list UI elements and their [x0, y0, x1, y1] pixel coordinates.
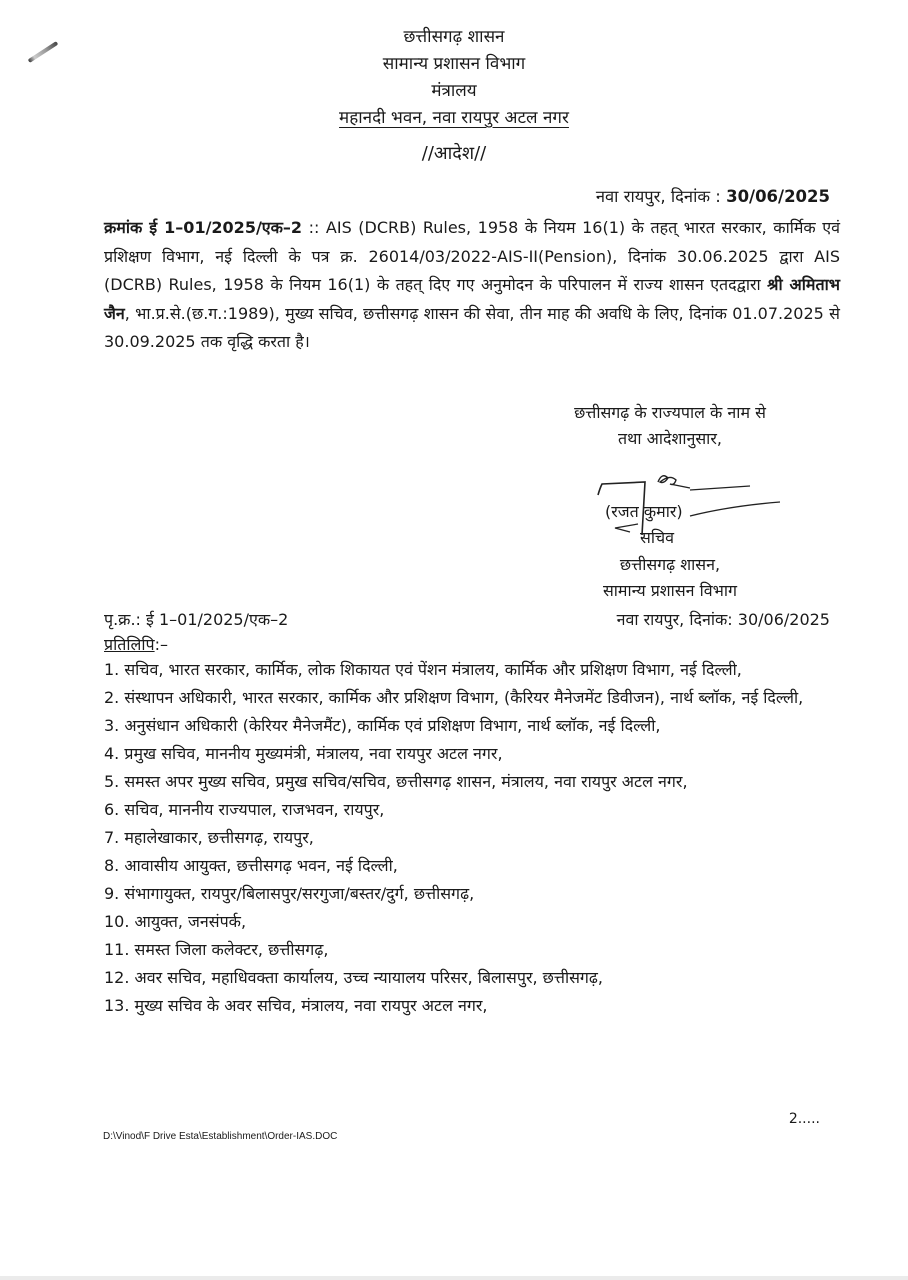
ministry-name: मंत्रालय	[431, 81, 477, 101]
list-item: 3. अनुसंधान अधिकारी (केरियर मैनेजमैंट), कार्मिक एवं प्रशिक्षण विभाग, नार्थ ब्लॉक, नई दिल्ली,	[104, 716, 661, 735]
page-bottom-edge	[0, 1276, 908, 1280]
page-continuation: 2.....	[788, 1111, 820, 1127]
file-path: D:\Vinod\F Drive Esta\Establishment\Order-IAS.DOC	[103, 1131, 338, 1142]
list-item: 7. महालेखाकार, छत्तीसगढ़, रायपुर,	[104, 828, 314, 847]
list-item: 5. समस्त अपर मुख्य सचिव, प्रमुख सचिव/सचिव, छत्तीसगढ़ शासन, मंत्रालय, नवा रायपुर अटल नगर,	[104, 772, 688, 791]
list-item: 9. संभागायुक्त, रायपुर/बिलासपुर/सरगुजा/बस्तर/दुर्ग, छत्तीसगढ़,	[104, 884, 475, 903]
signatory-name: (रजत कुमार)	[605, 502, 683, 521]
list-item: 8. आवासीय आयुक्त, छत्तीसगढ़ भवन, नई दिल्ली,	[104, 856, 398, 875]
letterhead	[0, 24, 908, 167]
dateline-date: 30/06/2025	[726, 187, 830, 206]
office-address: महानदी भवन, नवा रायपुर अटल नगर	[339, 108, 569, 128]
order-text-part1: :: AIS (DCRB) Rules, 1958 के नियम 16(1) के तहत् भारत सरकार, कार्मिक एवं प्रशिक्षण विभाग, नई दिल्ली के पत्र क्र. 26014/03/2022-AIS-II(Pension), दिनांक 30.06.2025 द्वारा AIS (DCRB) Rules, 1958 के नियम 16(1) के तहत् दिए गए अनुमोदन के परिपालन में राज्य शासन एतदद्वारा	[104, 218, 840, 294]
list-item: 12. अवर सचिव, महाधिवक्ता कार्यालय, उच्च न्यायालय परिसर, बिलासपुर, छत्तीसगढ़,	[104, 968, 604, 987]
list-item: 10. आयुक्त, जनसंपर्क,	[104, 912, 247, 931]
order-reference-number: क्रमांक ई 1–01/2025/एक–2	[104, 218, 303, 237]
order-body	[104, 214, 840, 357]
signatory-dept-line-1: छत्तीसगढ़ शासन,	[619, 555, 721, 574]
officer-name: श्री अमिताभ जैन	[104, 275, 840, 323]
signatory-dept-line-2: सामान्य प्रशासन विभाग	[602, 581, 738, 600]
signatory-department	[520, 552, 820, 604]
copy-to-suffix: :–	[154, 635, 168, 654]
order-title: //आदेश//	[421, 143, 487, 164]
authority-line-2: तथा आदेशानुसार,	[618, 429, 722, 448]
authority-line-1: छत्तीसगढ़ के राज्यपाल के नाम से	[574, 403, 766, 422]
list-item: 2. संस्थापन अधिकारी, भारत सरकार, कार्मिक और प्रशिक्षण विभाग, (कैरियर मैनेजमेंट डिवीजन), नार्थ ब्लॉक, नई दिल्ली,	[104, 688, 804, 707]
list-item: 4. प्रमुख सचिव, माननीय मुख्यमंत्री, मंत्रालय, नवा रायपुर अटल नगर,	[104, 744, 503, 763]
govt-name: छत्तीसगढ़ शासन	[403, 27, 505, 47]
endorsement-reference: पृ.क्र.: ई 1–01/2025/एक–2	[104, 610, 289, 629]
list-item: 11. समस्त जिला कलेक्टर, छत्तीसगढ़,	[104, 940, 329, 959]
list-item: 13. मुख्य सचिव के अवर सचिव, मंत्रालय, नवा रायपुर अटल नगर,	[104, 996, 488, 1015]
copy-to-label: प्रतिलिपि	[104, 635, 155, 654]
signature-authority	[520, 400, 820, 452]
order-text-part2: , भा.प्र.से.(छ.ग.:1989), मुख्य सचिव, छत्तीसगढ़ शासन की सेवा, तीन माह की अवधि के लिए, दिनांक 01.07.2025 से 30.09.2025 तक वृद्धि करता है।	[104, 303, 840, 351]
endorsement-place-date: नवा रायपुर, दिनांक: 30/06/2025	[616, 610, 830, 629]
signatory-designation: सचिव	[640, 528, 675, 547]
copy-to-heading	[104, 633, 168, 655]
recipient-list	[104, 656, 840, 1020]
department-name: सामान्य प्रशासन विभाग	[382, 54, 526, 74]
list-item: 6. सचिव, माननीय राज्यपाल, राजभवन, रायपुर,	[104, 800, 385, 819]
dateline-place: नवा रायपुर, दिनांक :	[595, 187, 721, 206]
list-item: 1. सचिव, भारत सरकार, कार्मिक, लोक शिकायत एवं पेंशन मंत्रालय, कार्मिक और प्रशिक्षण विभाग, नई दिल्ली,	[104, 660, 742, 679]
order-dateline	[596, 184, 830, 207]
